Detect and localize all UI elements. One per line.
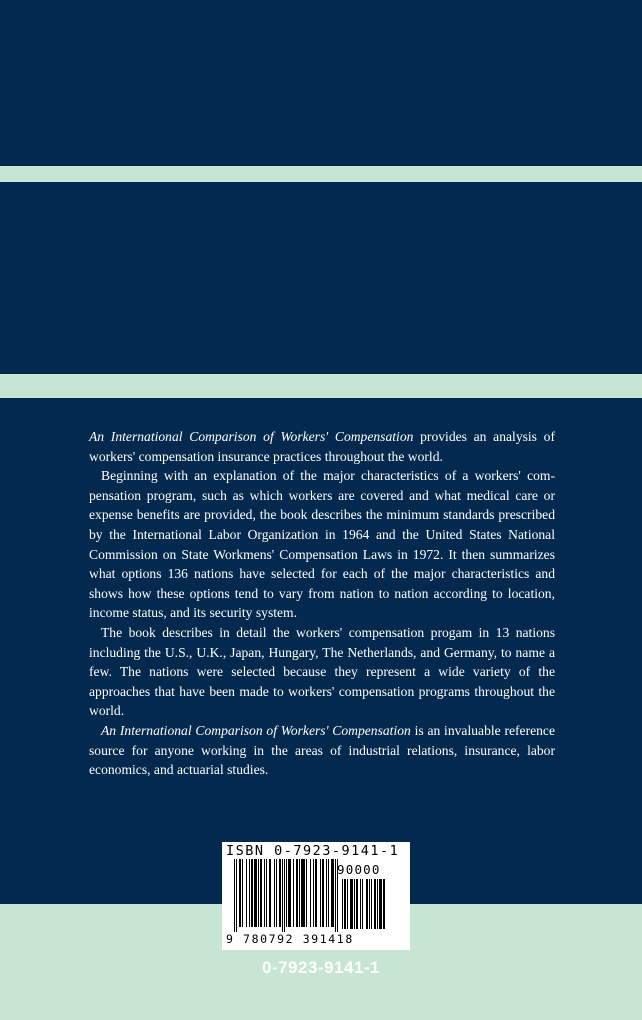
- ean-digits: 9 780792 391418: [226, 932, 354, 946]
- barcode-bar: [296, 859, 298, 927]
- book-title: An International Comparison of Workers' Compensation: [89, 429, 414, 444]
- barcode-bar: [258, 859, 259, 927]
- barcode-bar: [276, 859, 277, 927]
- barcode-bar: [360, 879, 361, 929]
- barcode-bar: [269, 859, 271, 927]
- barcode-bar: [279, 859, 281, 927]
- barcode-bar: [234, 859, 235, 932]
- blurb-paragraph-1: [89, 427, 555, 466]
- barcode-bar: [383, 879, 385, 929]
- top-stripe: [0, 166, 642, 182]
- barcode-bar: [377, 879, 378, 929]
- price-addon-barcode: [342, 879, 404, 931]
- price-code: 90000: [337, 862, 381, 877]
- barcode-bar: [379, 879, 382, 929]
- barcode-bar: [293, 859, 294, 927]
- barcode-bar: [335, 859, 336, 932]
- barcode-bar: [236, 859, 237, 932]
- barcode-bar: [374, 879, 376, 929]
- barcode-bar: [371, 879, 372, 929]
- barcode-bar: [331, 859, 334, 927]
- barcode-bar: [326, 859, 327, 927]
- barcode-bar: [306, 859, 307, 927]
- barcode-bar: [347, 879, 348, 929]
- isbn-barcode-text: ISBN 0-7923-9141-1: [226, 843, 400, 859]
- middle-stripe: [0, 374, 642, 398]
- barcode-bar: [274, 859, 275, 927]
- blurb-paragraph-4: [89, 721, 555, 780]
- barcode-bar: [342, 879, 343, 929]
- barcode-bar: [284, 859, 285, 932]
- blurb-paragraph-3: The book describes in detail the workers' compensation progam in 13 nations including the U.S., U.K., Japan, Hungary, The Netherlands, and Germany, to name a few. The nations were selected because they represent a wide variety of the approaches that have been made to workers' compensation programs throughout the world.: [89, 624, 555, 719]
- barcode-bar: [288, 859, 291, 927]
- barcode-bar: [313, 859, 314, 927]
- barcode-bar: [366, 879, 368, 929]
- barcode-bar: [356, 879, 358, 929]
- blurb-text-4: is an invaluable reference source for anyone working in the areas of industrial relations, insurance, labor economics, and actuarial studies.: [89, 722, 556, 778]
- barcode-bar: [246, 859, 247, 927]
- blurb-paragraph-2: Beginning with an explanation of the major characteristics of a workers' compensation program, such as which workers are covered and what medical care or expense benefits are provided, the book describes the minimum standards prescribed by the International Labor Organization in 1964 and the United States National Commission on State Workmens' Compensation Laws in 1972. It then summarizes what options 136 nations have selected for each of the major characteristics and shows how these options tend to vary from nation to nation according to location, income status, and its security system.: [89, 468, 555, 621]
- barcode-bar: [362, 879, 363, 929]
- book-title: An International Comparison of Workers' Compensation: [101, 722, 411, 738]
- barcode-bar: [266, 859, 267, 927]
- barcode-bar: [282, 859, 283, 932]
- barcode-bar: [328, 859, 329, 927]
- barcode-bar: [264, 859, 265, 927]
- barcode-bar: [242, 859, 243, 927]
- barcode-bar: [350, 879, 353, 929]
- barcode-bar: [354, 879, 355, 929]
- barcode-bar: [299, 859, 300, 927]
- barcode-bar: [315, 859, 317, 927]
- barcode-label: [222, 842, 410, 950]
- ean-barcode: [234, 859, 338, 933]
- blurb-text-1: provides an analysis of workers' compensation insurance practices throughout the world.: [89, 429, 556, 464]
- barcode-bar: [251, 859, 253, 927]
- barcode-bar: [301, 859, 305, 927]
- back-cover-blurb: [89, 427, 555, 780]
- barcode-bar: [239, 859, 241, 927]
- barcode-bar: [344, 879, 346, 929]
- barcode-bar: [286, 859, 287, 927]
- barcode-bar: [249, 859, 250, 927]
- barcode-bar: [369, 879, 370, 929]
- barcode-bar: [322, 859, 324, 927]
- barcode-bar: [310, 859, 311, 927]
- barcode-bar: [254, 859, 257, 927]
- barcode-bar: [320, 859, 321, 927]
- barcode-bar: [260, 859, 262, 927]
- isbn-number: 0-7923-9141-1: [261, 958, 381, 977]
